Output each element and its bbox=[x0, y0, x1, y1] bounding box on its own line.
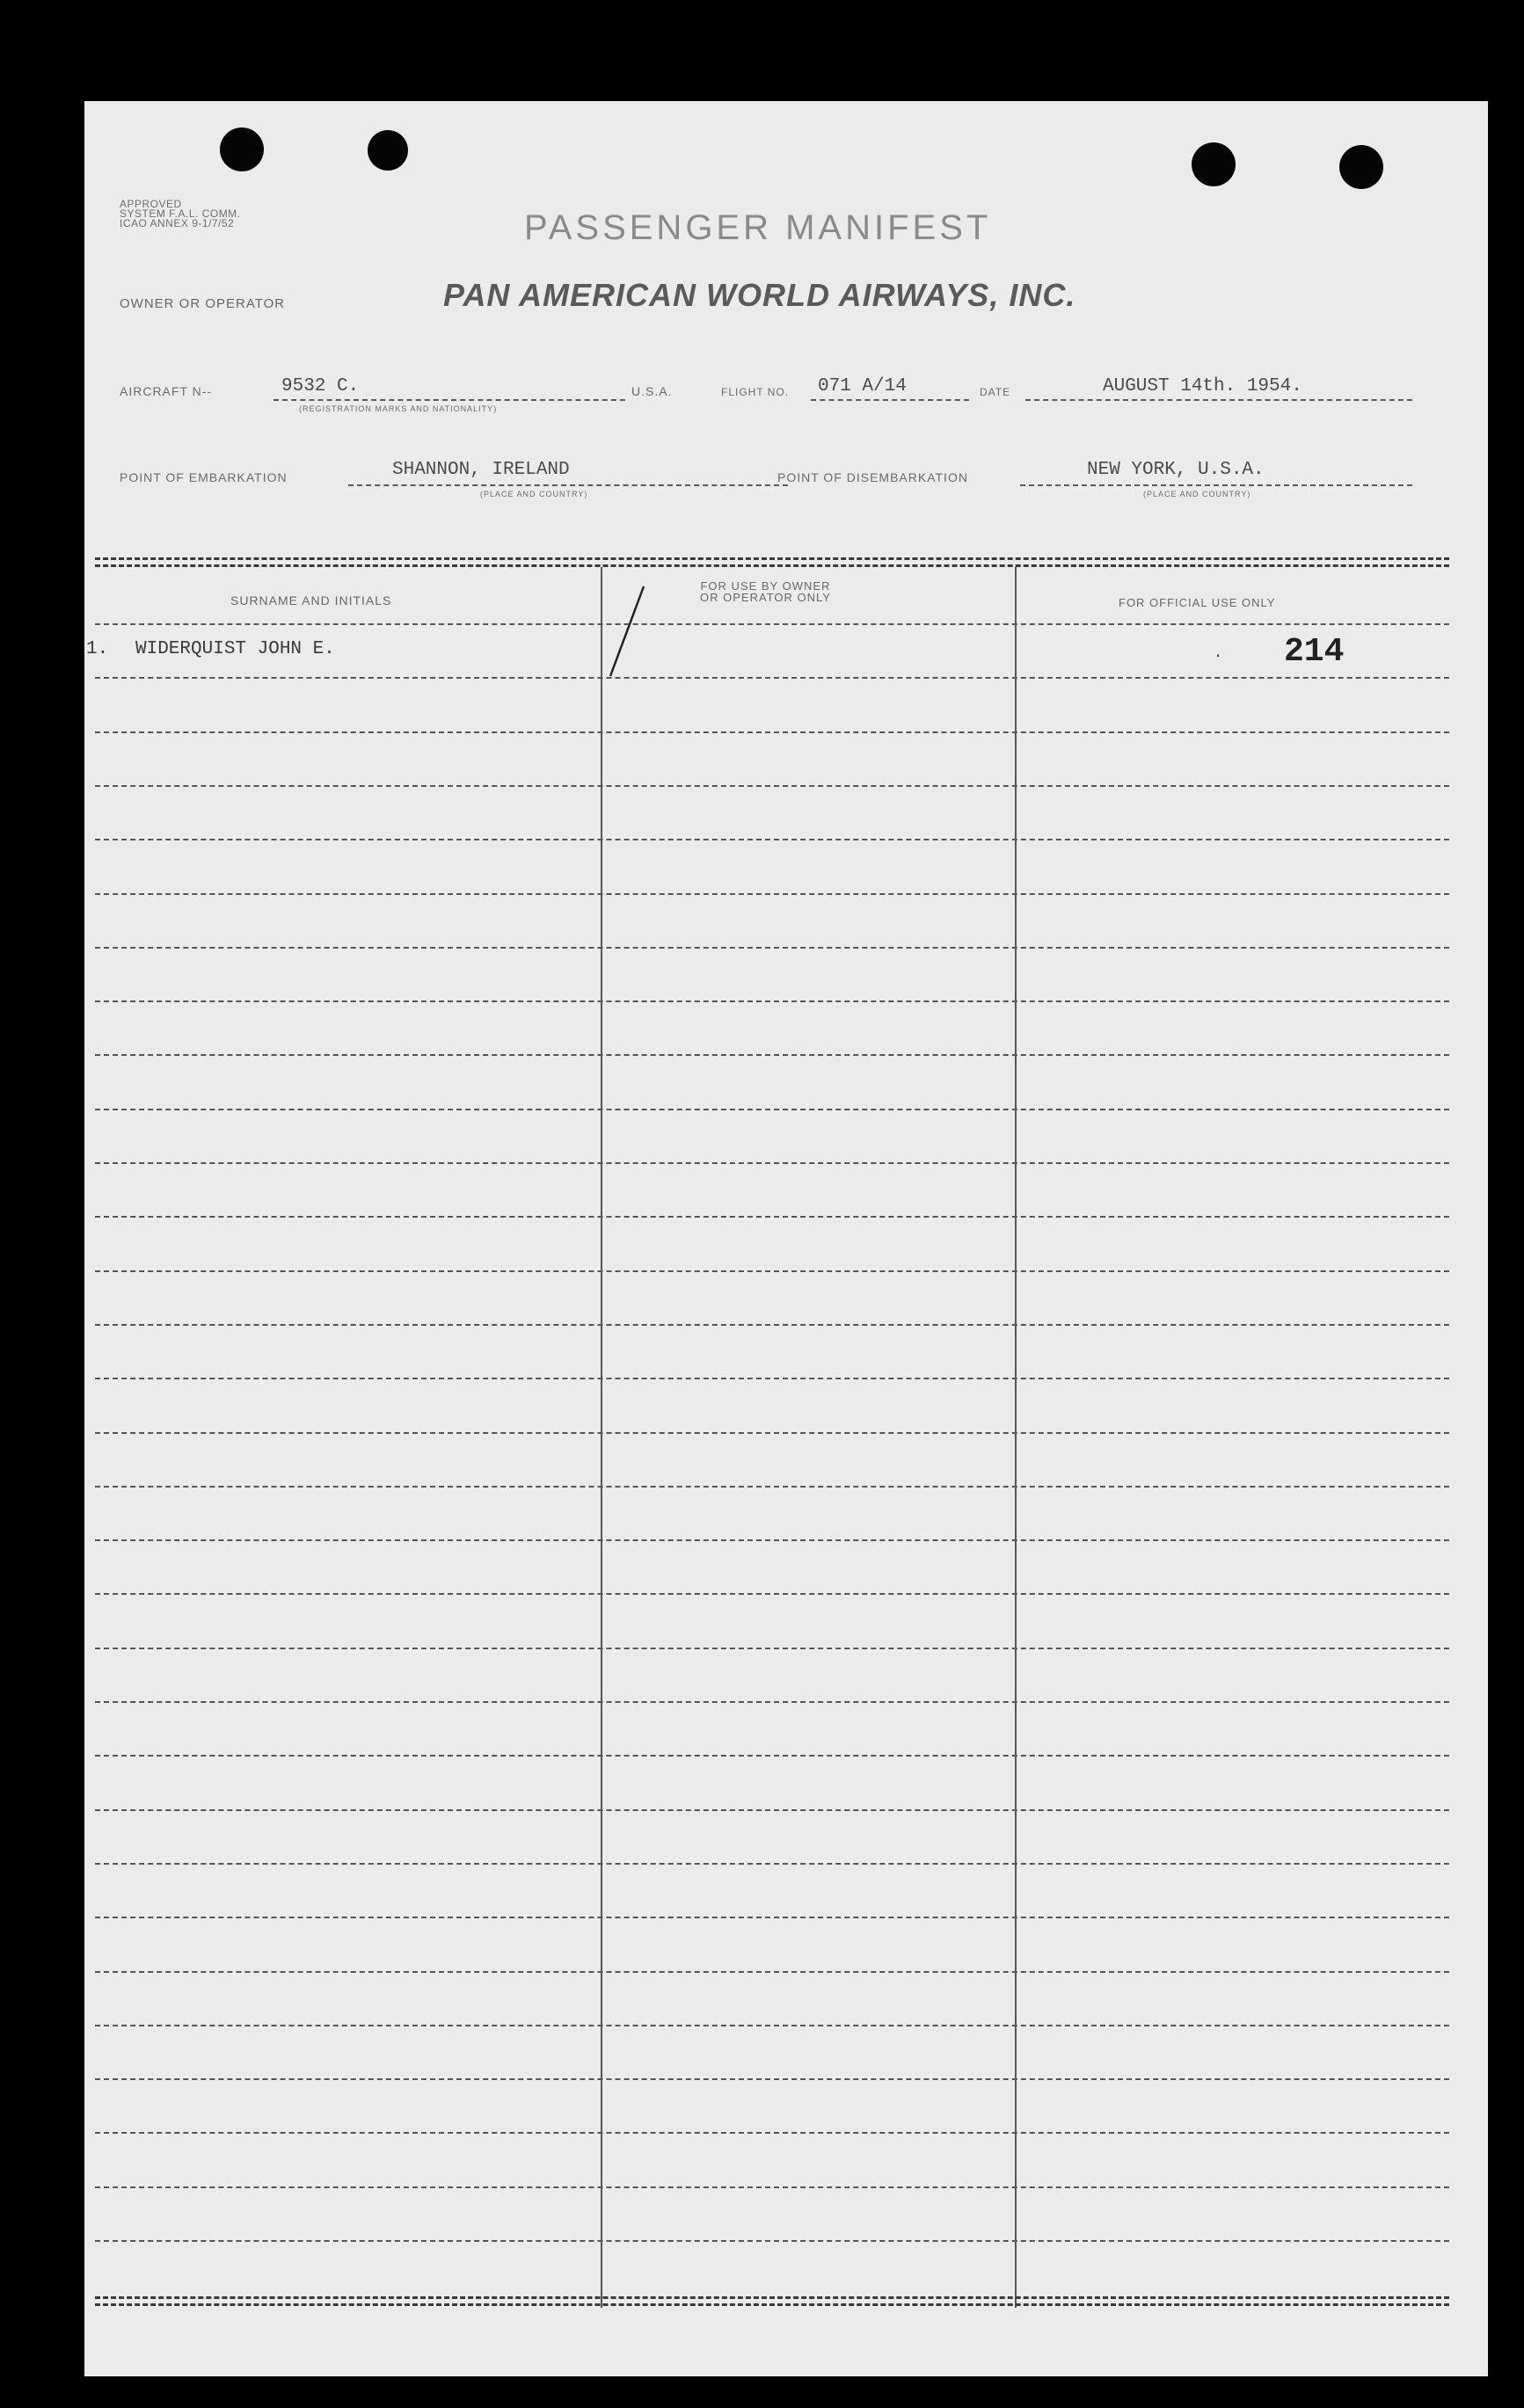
approval-line: SYSTEM F.A.L. COMM. bbox=[120, 207, 241, 220]
table-row-line bbox=[95, 1324, 1449, 1326]
table-row-line bbox=[95, 839, 1449, 840]
table-row-line bbox=[95, 1971, 1449, 1973]
table-bottom-rule bbox=[95, 2303, 1449, 2306]
owner-label: OWNER OR OPERATOR bbox=[120, 296, 286, 311]
disembarkation-label: POINT OF DISEMBARKATION bbox=[777, 470, 968, 484]
column-divider bbox=[1015, 567, 1017, 2308]
flight-label: FLIGHT NO. bbox=[721, 386, 790, 398]
table-row-line bbox=[95, 677, 1449, 679]
table-row-line bbox=[95, 1486, 1449, 1488]
table-row-line bbox=[95, 947, 1449, 949]
table-row-line bbox=[95, 2240, 1449, 2242]
column-header-owner-line: FOR USE BY OWNER bbox=[700, 579, 831, 593]
embarkation-sublabel: (PLACE AND COUNTRY) bbox=[480, 490, 588, 498]
disembarkation-sublabel: (PLACE AND COUNTRY) bbox=[1143, 490, 1251, 498]
disembarkation-value: NEW YORK, U.S.A. bbox=[1087, 460, 1265, 480]
disembarkation-underline bbox=[1020, 484, 1412, 486]
table-row-line bbox=[95, 1162, 1449, 1164]
table-row-line bbox=[95, 731, 1449, 733]
table-row-line bbox=[95, 1216, 1449, 1218]
table-row-line bbox=[95, 2186, 1449, 2188]
column-header-owner-use bbox=[700, 580, 831, 603]
embarkation-underline bbox=[348, 484, 788, 486]
table-row-line bbox=[95, 1809, 1449, 1811]
date-underline bbox=[1025, 399, 1412, 401]
embarkation-value: SHANNON, IRELAND bbox=[392, 460, 570, 480]
table-row-line bbox=[95, 1270, 1449, 1272]
table-row-line bbox=[95, 1593, 1449, 1595]
table-row-line bbox=[95, 893, 1449, 895]
table-row-line bbox=[95, 2078, 1449, 2080]
manifest-page bbox=[84, 101, 1488, 2376]
table-row-line bbox=[95, 623, 1449, 625]
passenger-name: WIDERQUIST JOHN E. bbox=[135, 639, 335, 659]
table-row-line bbox=[95, 1378, 1449, 1379]
column-divider bbox=[601, 567, 602, 2308]
table-row-line bbox=[95, 1000, 1449, 1002]
aircraft-label: AIRCRAFT N-- bbox=[120, 384, 213, 398]
table-top-rule bbox=[95, 557, 1449, 560]
table-row-line bbox=[95, 1054, 1449, 1056]
passenger-official-number: 214 bbox=[1284, 633, 1345, 671]
table-row-line bbox=[95, 1701, 1449, 1703]
owner-value: PAN AMERICAN WORLD AIRWAYS, INC. bbox=[443, 277, 1076, 313]
punch-hole bbox=[368, 130, 408, 171]
check-mark bbox=[605, 583, 649, 680]
passenger-number: 1. bbox=[86, 639, 109, 659]
punch-hole bbox=[1192, 142, 1236, 186]
flight-value: 071 A/14 bbox=[818, 376, 907, 396]
approval-line: ICAO ANNEX 9-1/7/52 bbox=[120, 217, 235, 229]
approval-stamp bbox=[120, 200, 241, 229]
aircraft-underline bbox=[273, 399, 625, 401]
table-bottom-rule bbox=[95, 2296, 1449, 2299]
date-label: DATE bbox=[980, 386, 1011, 398]
flight-underline bbox=[811, 399, 969, 401]
aircraft-sublabel: (REGISTRATION MARKS AND NATIONALITY) bbox=[299, 404, 498, 413]
table-row-line bbox=[95, 1539, 1449, 1541]
table-row-line bbox=[95, 785, 1449, 787]
aircraft-value: 9532 C. bbox=[281, 376, 360, 396]
table-row-line bbox=[95, 2132, 1449, 2134]
table-row-line bbox=[95, 1917, 1449, 1918]
table-row-line bbox=[95, 2025, 1449, 2026]
table-row-line bbox=[95, 1109, 1449, 1110]
table-top-rule bbox=[95, 564, 1449, 567]
column-header-surname: SURNAME AND INITIALS bbox=[230, 593, 392, 607]
punch-hole bbox=[1339, 145, 1383, 189]
column-header-owner-line: OR OPERATOR ONLY bbox=[700, 591, 831, 604]
form-title: PASSENGER MANIFEST bbox=[524, 208, 992, 247]
table-row-line bbox=[95, 1648, 1449, 1649]
punch-hole bbox=[220, 127, 264, 171]
table-row-line bbox=[95, 1755, 1449, 1757]
table-row-line bbox=[95, 1863, 1449, 1865]
official-dot: . bbox=[1215, 639, 1221, 661]
table-row-line bbox=[95, 1432, 1449, 1434]
embarkation-label: POINT OF EMBARKATION bbox=[120, 470, 288, 484]
column-header-official: FOR OFFICIAL USE ONLY bbox=[1119, 596, 1276, 609]
date-value: AUGUST 14th. 1954. bbox=[1103, 376, 1302, 396]
approval-line: APPROVED bbox=[120, 198, 182, 210]
nationality-value: U.S.A. bbox=[631, 384, 673, 398]
